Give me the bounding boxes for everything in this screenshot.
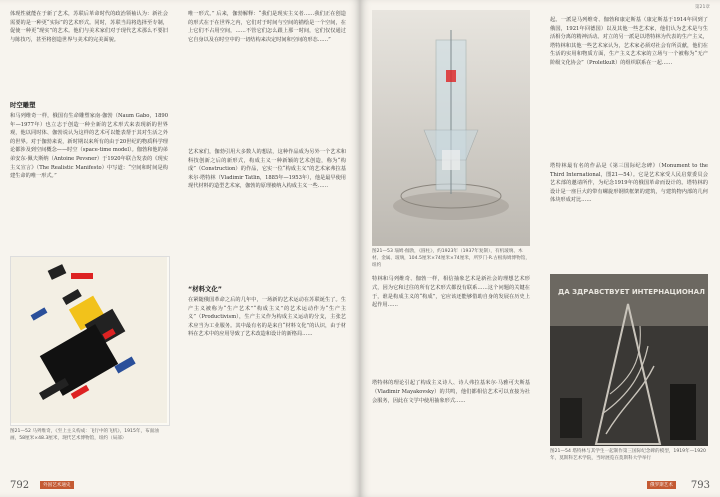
section-heading: “材料文化” [188, 285, 222, 293]
body-text: 在紧随俄国革命之后的几年中，一场新的艺术运动在苏联诞生了。生产主义被称为“生产艺术”“构成主义”的艺术运动作为“生产主义”（Productivism），生产主义作为构成主义运动的分支，主张艺术应当为工业服务。其中最有名的是来自“材料文化”的认识，由于材料在艺术中的应用导致了艺术改造和设计的新格局…… [188, 297, 346, 338]
poster-text: ДА ЗДРАВСТВУЕТ ИНТЕРНАЦИОНАЛ [558, 288, 705, 296]
right-page [360, 0, 720, 497]
body-text: 特林和马列维奇、伽勃一样，相信抽象艺术是新社会的理想艺术形式，因为它和过往的所有艺术形式都没有联系……这个问题的关键在于，谁是构成主义的“构成”，它应该还能够借助自身的发展在历史上起作用…… [372, 276, 530, 309]
figure-gabo-column [372, 10, 530, 246]
right-column-2 [550, 16, 708, 463]
right-column-1 [372, 10, 530, 489]
tatlin-photo [550, 274, 708, 446]
footer-tag [647, 481, 676, 489]
body-text: 塔特林的理论引起了构成主义诗人、诗人弗拉基米尔·马雅可夫斯基（Vladimir Mayakovsky）的共鸣，他们都相信艺术可以直接为社会服务，因此在文学中使用抽象形式…… [372, 380, 530, 404]
section-heading: 时空雕塑 [10, 101, 36, 109]
book-title: 外国艺术通史 [40, 481, 74, 489]
body-text: 和马列维奇一样，俄国有生命雕塑家南·伽勃（Naum Gabo，1890年—1977年）也立志于创造一种全新的艺术形式来表现新的世界观，他以同时体、伽勃说认为这样的艺术可以能表帮于其对生活之外的世界。对于伽勃来说，新时期以来所有的由于20世纪的物质科学理论都涉及到空间概念——时空（space-time model）。伽勃和他的弟弟安东·佩夫斯纳（Antoine Pevsner）于1920年联合发表的《现实主义宣言》（The Realistic Manifesto）中写道：“空间和时间是构建生命的唯一形式。” [10, 113, 168, 180]
body-text: 起。一派是马列维奇、伽勃和康定斯基（康定斯基于1914年回到了俄国，1921年回德国）以及其他一些艺术家，他们认为艺术是与生活相分离的精神活动。对立的另一派是以塔特林为代表的生产主义，塔特林和其他一些艺术家认为，艺术家必须对社会有所贡献，他们在生活的实用和物质方面，生产主义艺术家的立场与一个被称为“无产阶级文化协会”（Proletkult）的组织联系在一起…… [550, 17, 708, 66]
chapter-title: 俄罗斯艺术 [647, 481, 676, 489]
left-column-1 [10, 10, 168, 443]
chapter-tag: 第21章 [694, 5, 710, 10]
suprematist-painting [11, 257, 167, 423]
page-number: 792 [10, 480, 30, 491]
figure-caption: 图21—52 马列维奇，《至上主义构成：飞行中的飞机》，1915年，布面油画，58厘米×48.3厘米，现代艺术博物馆，纽约（局部） [10, 429, 159, 441]
body-text: 塔特林最有名的作品是《第三国际纪念碑》（Monument to the Third International，图21—54）。它是艺术家受人民启蒙委员会艺术部的邀请所作，为纪念1919年的俄国革命而设计的。塔特林的设计是一座巨大的带有螺旋形钢铁框架的建筑，与建筑物内部的几何体块形成对比…… [550, 163, 708, 204]
figure-malevich [10, 256, 170, 426]
left-column-2 [188, 10, 346, 452]
body-text: 唯一形式。” 后来，伽勃解释：“我们是现实主义者……我们正在创造的形式在于在世界之内，它们对于时间与空间的描绘是一个空间，在上它们不占用空间，……不管它们怎么跟上那一时间，它们仅仅通过它自身以及在时空中的一切结构来决定时间和空间的形态……” [188, 11, 346, 43]
body-text: 体现性就能在于新了艺术，苏联后革命时代的政治领袖认为：新社会需要的是一种更“实际”的艺术形式。同时，苏联当局将选择至专制，促使一种更“现实”的艺术。他们与美术家们对于现代艺术那么不要旧与陈技巧，甚至将创造世界与美术的完美面貌。 [10, 11, 168, 43]
gabo-sculpture [372, 10, 530, 246]
figure-tatlin-tower [550, 274, 708, 446]
body-text: 艺术家们，伽勃引用大多数人的想法，这种作品成为另外一个艺术和科技创新之后的新形式，构成主义一种新颖的艺术创造，称为“构成”（Construction）的作品，它实一位“构成主义”的艺术家弗拉基米尔·塔特林（Vladimir Tatlin，1885年—1953年），他是最早使用现代材料的造型艺术家，伽勃的原理被纳入构成主义一些…… [188, 149, 346, 190]
figure-caption: 图21—53 瑙姆·伽勃，《圆柱》，约1923年（1937年复制），有机玻璃、木材、金属、玻璃，104.5厘米×74厘米×74厘米，所罗门·R.古根海姆博物馆，纽约 [372, 249, 530, 268]
figure-caption: 图21—54 塔特林与其学生一起制作第三国际纪念碑的模型，1919年—1920年，莫斯科艺术学院，当时展览在莫斯科大学举行 [550, 449, 706, 461]
footer-tag [40, 481, 74, 489]
page-number: 793 [690, 480, 710, 491]
